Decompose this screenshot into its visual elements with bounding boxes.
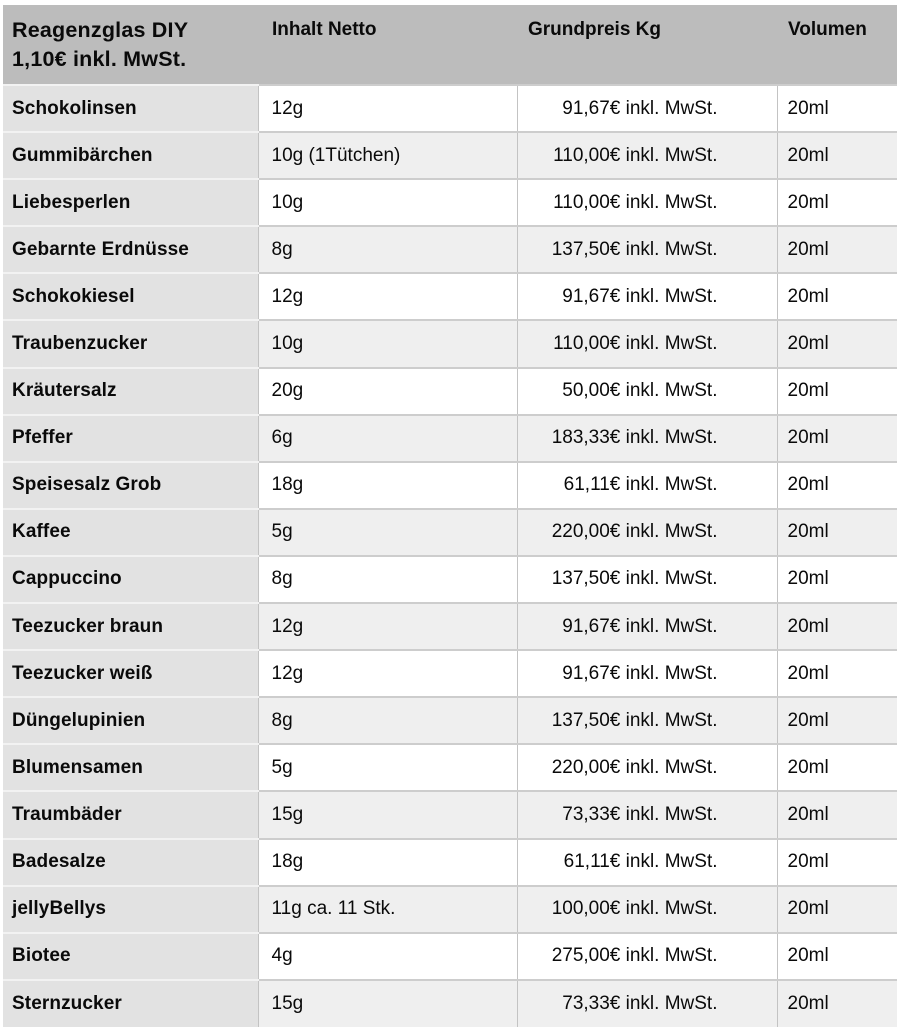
header-grundpreis-kg: Grundpreis Kg	[517, 5, 777, 85]
volumen-cell: 20ml	[777, 320, 897, 367]
product-name-cell: Traubenzucker	[3, 320, 258, 367]
inhalt-netto-cell: 6g	[258, 415, 517, 462]
grundpreis-cell: 50,00€ inkl. MwSt.	[517, 368, 777, 415]
grundpreis-cell: 275,00€ inkl. MwSt.	[517, 933, 777, 980]
grundpreis-cell: 137,50€ inkl. MwSt.	[517, 556, 777, 603]
inhalt-netto-cell: 20g	[258, 368, 517, 415]
product-name-cell: Biotee	[3, 933, 258, 980]
volumen-cell: 20ml	[777, 839, 897, 886]
inhalt-netto-cell: 11g ca. 11 Stk.	[258, 886, 517, 933]
volumen-cell: 20ml	[777, 226, 897, 273]
grundpreis-cell: 110,00€ inkl. MwSt.	[517, 320, 777, 367]
grundpreis-cell: 183,33€ inkl. MwSt.	[517, 415, 777, 462]
grundpreis-cell: 91,67€ inkl. MwSt.	[517, 85, 777, 132]
table-row	[3, 85, 897, 132]
grundpreis-cell: 220,00€ inkl. MwSt.	[517, 744, 777, 791]
header-product-line2: 1,10€ inkl. MwSt.	[12, 47, 187, 71]
product-name-cell: Sternzucker	[3, 980, 258, 1027]
inhalt-netto-cell: 12g	[258, 603, 517, 650]
table-row	[3, 273, 897, 320]
inhalt-netto-cell: 12g	[258, 85, 517, 132]
grundpreis-cell: 220,00€ inkl. MwSt.	[517, 509, 777, 556]
grundpreis-cell: 137,50€ inkl. MwSt.	[517, 697, 777, 744]
product-name-cell: Blumensamen	[3, 744, 258, 791]
product-name-cell: Gebarnte Erdnüsse	[3, 226, 258, 273]
table-row	[3, 697, 897, 744]
table-row	[3, 320, 897, 367]
inhalt-netto-cell: 15g	[258, 791, 517, 838]
volumen-cell: 20ml	[777, 791, 897, 838]
table-row	[3, 226, 897, 273]
header-product	[3, 5, 258, 85]
product-name-cell: Teezucker braun	[3, 603, 258, 650]
volumen-cell: 20ml	[777, 744, 897, 791]
inhalt-netto-cell: 12g	[258, 650, 517, 697]
grundpreis-cell: 73,33€ inkl. MwSt.	[517, 791, 777, 838]
product-name-cell: Schokokiesel	[3, 273, 258, 320]
volumen-cell: 20ml	[777, 509, 897, 556]
volumen-cell: 20ml	[777, 933, 897, 980]
grundpreis-cell: 91,67€ inkl. MwSt.	[517, 603, 777, 650]
volumen-cell: 20ml	[777, 886, 897, 933]
volumen-cell: 20ml	[777, 556, 897, 603]
product-name-cell: Kaffee	[3, 509, 258, 556]
table-row	[3, 509, 897, 556]
product-name-cell: Cappuccino	[3, 556, 258, 603]
volumen-cell: 20ml	[777, 368, 897, 415]
header-inhalt-netto: Inhalt Netto	[258, 5, 517, 85]
header-row	[3, 5, 897, 85]
table-row	[3, 744, 897, 791]
volumen-cell: 20ml	[777, 980, 897, 1027]
inhalt-netto-cell: 15g	[258, 980, 517, 1027]
grundpreis-cell: 73,33€ inkl. MwSt.	[517, 980, 777, 1027]
product-name-cell: Traumbäder	[3, 791, 258, 838]
grundpreis-cell: 91,67€ inkl. MwSt.	[517, 273, 777, 320]
product-name-cell: Düngelupinien	[3, 697, 258, 744]
grundpreis-cell: 61,11€ inkl. MwSt.	[517, 839, 777, 886]
volumen-cell: 20ml	[777, 132, 897, 179]
inhalt-netto-cell: 8g	[258, 556, 517, 603]
table-header	[3, 5, 897, 85]
inhalt-netto-cell: 8g	[258, 697, 517, 744]
table-row	[3, 980, 897, 1027]
product-name-cell: Pfeffer	[3, 415, 258, 462]
table-row	[3, 368, 897, 415]
table-row	[3, 933, 897, 980]
table-row	[3, 462, 897, 509]
table-row	[3, 415, 897, 462]
grundpreis-cell: 110,00€ inkl. MwSt.	[517, 179, 777, 226]
product-name-cell: Gummibärchen	[3, 132, 258, 179]
product-name-cell: Badesalze	[3, 839, 258, 886]
volumen-cell: 20ml	[777, 273, 897, 320]
table-body	[3, 85, 897, 1027]
grundpreis-cell: 61,11€ inkl. MwSt.	[517, 462, 777, 509]
volumen-cell: 20ml	[777, 603, 897, 650]
inhalt-netto-cell: 8g	[258, 226, 517, 273]
volumen-cell: 20ml	[777, 415, 897, 462]
header-product-line1: Reagenzglas DIY	[12, 18, 189, 42]
inhalt-netto-cell: 12g	[258, 273, 517, 320]
grundpreis-cell: 100,00€ inkl. MwSt.	[517, 886, 777, 933]
product-name-cell: jellyBellys	[3, 886, 258, 933]
volumen-cell: 20ml	[777, 179, 897, 226]
table-row	[3, 886, 897, 933]
table-row	[3, 650, 897, 697]
grundpreis-cell: 91,67€ inkl. MwSt.	[517, 650, 777, 697]
volumen-cell: 20ml	[777, 462, 897, 509]
inhalt-netto-cell: 18g	[258, 839, 517, 886]
inhalt-netto-cell: 10g	[258, 320, 517, 367]
table-row	[3, 179, 897, 226]
inhalt-netto-cell: 4g	[258, 933, 517, 980]
volumen-cell: 20ml	[777, 697, 897, 744]
product-name-cell: Teezucker weiß	[3, 650, 258, 697]
table-row	[3, 839, 897, 886]
table-row	[3, 132, 897, 179]
product-name-cell: Schokolinsen	[3, 85, 258, 132]
product-name-cell: Speisesalz Grob	[3, 462, 258, 509]
table-row	[3, 556, 897, 603]
table-row	[3, 603, 897, 650]
table-row	[3, 791, 897, 838]
volumen-cell: 20ml	[777, 650, 897, 697]
inhalt-netto-cell: 10g (1Tütchen)	[258, 132, 517, 179]
price-table	[3, 5, 897, 1027]
grundpreis-cell: 137,50€ inkl. MwSt.	[517, 226, 777, 273]
inhalt-netto-cell: 5g	[258, 744, 517, 791]
inhalt-netto-cell: 10g	[258, 179, 517, 226]
header-volumen: Volumen	[777, 5, 897, 85]
product-name-cell: Liebesperlen	[3, 179, 258, 226]
inhalt-netto-cell: 5g	[258, 509, 517, 556]
product-name-cell: Kräutersalz	[3, 368, 258, 415]
volumen-cell: 20ml	[777, 85, 897, 132]
grundpreis-cell: 110,00€ inkl. MwSt.	[517, 132, 777, 179]
inhalt-netto-cell: 18g	[258, 462, 517, 509]
